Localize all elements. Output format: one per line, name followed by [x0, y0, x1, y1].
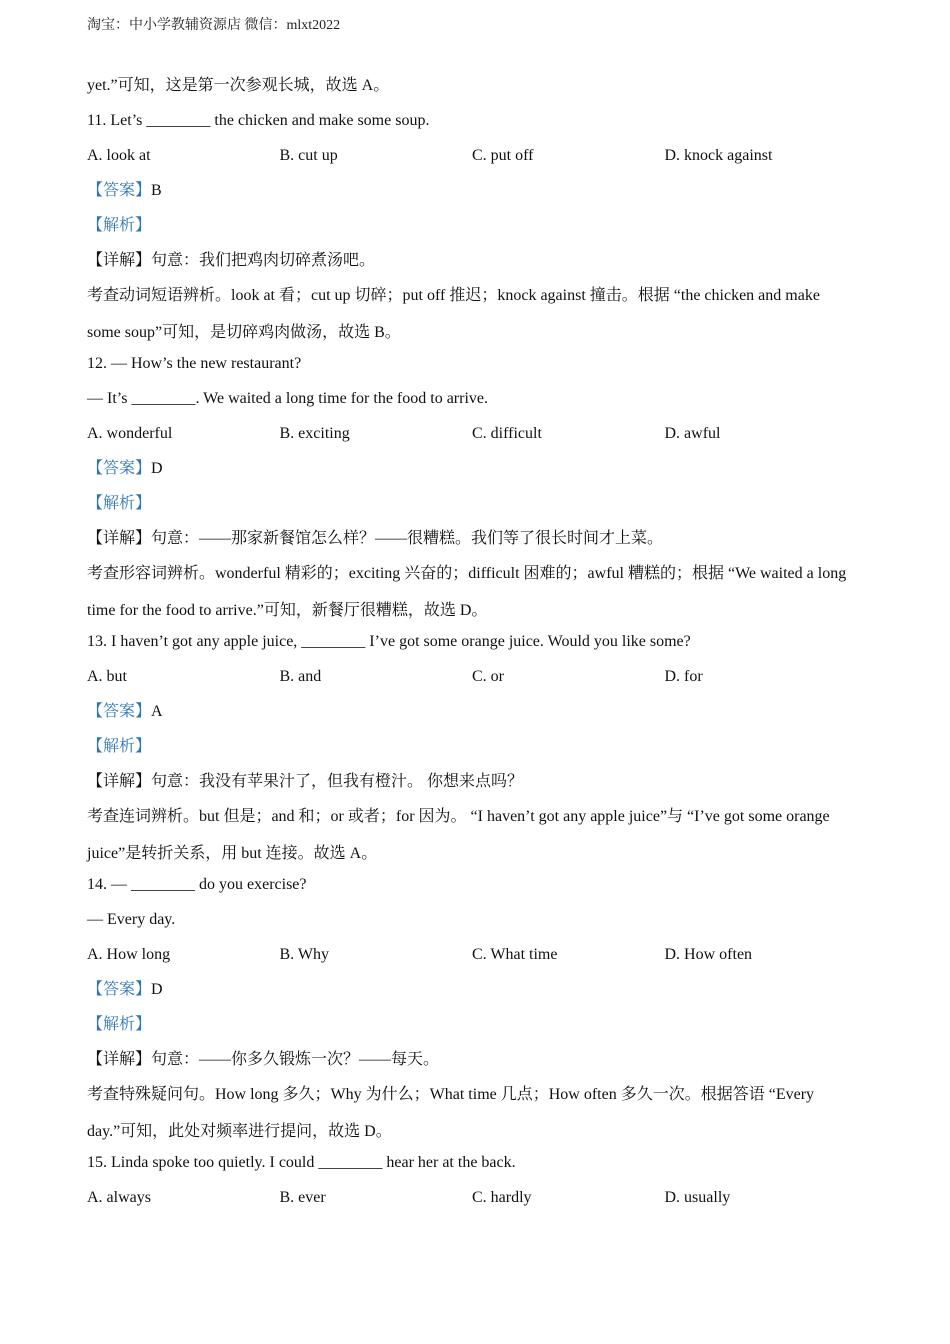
question-stem: 11. Let’s ________ the chicken and make some soup. — [87, 112, 430, 129]
option-b: B. and — [279, 668, 322, 685]
question-block — [87, 108, 857, 351]
analysis-line: 【解析】 — [87, 495, 152, 512]
question-stem: 15. Linda spoke too quietly. I could ________ hear her at the back. — [87, 1154, 516, 1171]
option-a: A. look at — [87, 147, 151, 164]
option-b: B. Why — [279, 946, 329, 963]
answer-value: A — [151, 703, 163, 720]
option-c: C. What time — [472, 946, 558, 963]
question-stem: 12. — How’s the new restaurant? — [87, 355, 302, 372]
analysis-label: 解析 — [103, 495, 136, 512]
option-d: D. usually — [664, 1189, 731, 1206]
answer-line: 【答案】D — [87, 981, 163, 998]
explanation-text: 考查连词辨析。but 但是；and 和；or 或者；for 因为。 “I haven’t got any apple juice”与 “I’ve got some orange juice”是转折关系，用 but 连接。故选 A。 — [87, 808, 830, 862]
document-content — [87, 73, 857, 1220]
option-row — [87, 664, 857, 699]
option-c: C. or — [472, 668, 504, 685]
analysis-line: 【解析】 — [87, 738, 152, 755]
option-b: B. ever — [279, 1189, 326, 1206]
detail-text: 句意：我没有苹果汁了，但我有橙汁。 你想来点吗？ — [151, 773, 524, 790]
option-d: D. knock against — [664, 147, 773, 164]
answer-line: 【答案】D — [87, 460, 163, 477]
detail-line: 【详解】句意：——你多久锻炼一次？——每天。 — [87, 1051, 440, 1068]
explanation-text: 考查特殊疑问句。How long 多久；Why 为什么；What time 几点；How often 多久一次。根据答语 “Every day.”可知，此处对频率进行提问，故选 D。 — [87, 1086, 815, 1140]
detail-label: 详解 — [103, 252, 136, 269]
option-c: C. put off — [472, 147, 534, 164]
detail-line: 【详解】句意：我们把鸡肉切碎煮汤吧。 — [87, 252, 376, 269]
analysis-label: 解析 — [103, 1016, 136, 1033]
option-row — [87, 143, 857, 178]
answer-line: 【答案】A — [87, 703, 163, 720]
detail-label: 详解 — [103, 773, 136, 790]
analysis-line: 【解析】 — [87, 1016, 152, 1033]
answer-value: D — [151, 981, 163, 998]
question-block — [87, 629, 857, 872]
question-stem: 14. — ________ do you exercise? — [87, 876, 307, 893]
answer-label: 答案 — [103, 981, 136, 998]
detail-line: 【详解】句意：——那家新餐馆怎么样？——很糟糕。我们等了很长时间才上菜。 — [87, 530, 664, 547]
detail-line: 【详解】句意：我没有苹果汁了，但我有橙汁。 你想来点吗？ — [87, 773, 524, 790]
answer-value: B — [151, 182, 162, 199]
intro-line: yet.”可知，这是第一次参观长城，故选 A。 — [87, 77, 390, 94]
question-block — [87, 1150, 857, 1220]
option-row — [87, 421, 857, 456]
page-header: 淘宝：中小学教辅资源店 微信：mlxt2022 — [87, 18, 341, 33]
question-block — [87, 351, 857, 629]
answer-line: 【答案】B — [87, 182, 162, 199]
question-block — [87, 872, 857, 1150]
analysis-label: 解析 — [103, 738, 136, 755]
answer-label: 答案 — [103, 703, 136, 720]
option-a: A. wonderful — [87, 425, 173, 442]
answer-value: D — [151, 460, 163, 477]
detail-text: 句意：我们把鸡肉切碎煮汤吧。 — [151, 252, 376, 269]
analysis-line: 【解析】 — [87, 217, 152, 234]
question-stem: 13. I haven’t got any apple juice, ________ I’ve got some orange juice. Would you like some? — [87, 633, 691, 650]
detail-label: 详解 — [103, 530, 136, 547]
option-a: A. but — [87, 668, 127, 685]
option-a: A. How long — [87, 946, 171, 963]
detail-text: 句意：——你多久锻炼一次？——每天。 — [151, 1051, 440, 1068]
explanation-text: 考查形容词辨析。wonderful 精彩的；exciting 兴奋的；difficult 困难的；awful 糟糕的；根据 “We waited a long time for the food to arrive.”可知，新餐厅很糟糕，故选 D。 — [87, 565, 847, 619]
answer-label: 答案 — [103, 460, 136, 477]
option-b: B. cut up — [279, 147, 338, 164]
option-row — [87, 942, 857, 977]
option-c: C. difficult — [472, 425, 542, 442]
analysis-label: 解析 — [103, 217, 136, 234]
question-stem-reply: — Every day. — [87, 911, 176, 928]
question-stem-reply: — It’s ________. We waited a long time for the food to arrive. — [87, 390, 488, 407]
option-row — [87, 1185, 857, 1220]
detail-text: 句意：——那家新餐馆怎么样？——很糟糕。我们等了很长时间才上菜。 — [151, 530, 664, 547]
option-d: D. How often — [664, 946, 753, 963]
answer-label: 答案 — [103, 182, 136, 199]
option-c: C. hardly — [472, 1189, 532, 1206]
option-d: D. for — [664, 668, 703, 685]
detail-label: 详解 — [103, 1051, 136, 1068]
option-a: A. always — [87, 1189, 151, 1206]
option-b: B. exciting — [279, 425, 350, 442]
explanation-text: 考查动词短语辨析。look at 看；cut up 切碎；put off 推迟；knock against 撞击。根据 “the chicken and make some soup”可知，是切碎鸡肉做汤，故选 B。 — [87, 287, 820, 341]
option-d: D. awful — [664, 425, 721, 442]
